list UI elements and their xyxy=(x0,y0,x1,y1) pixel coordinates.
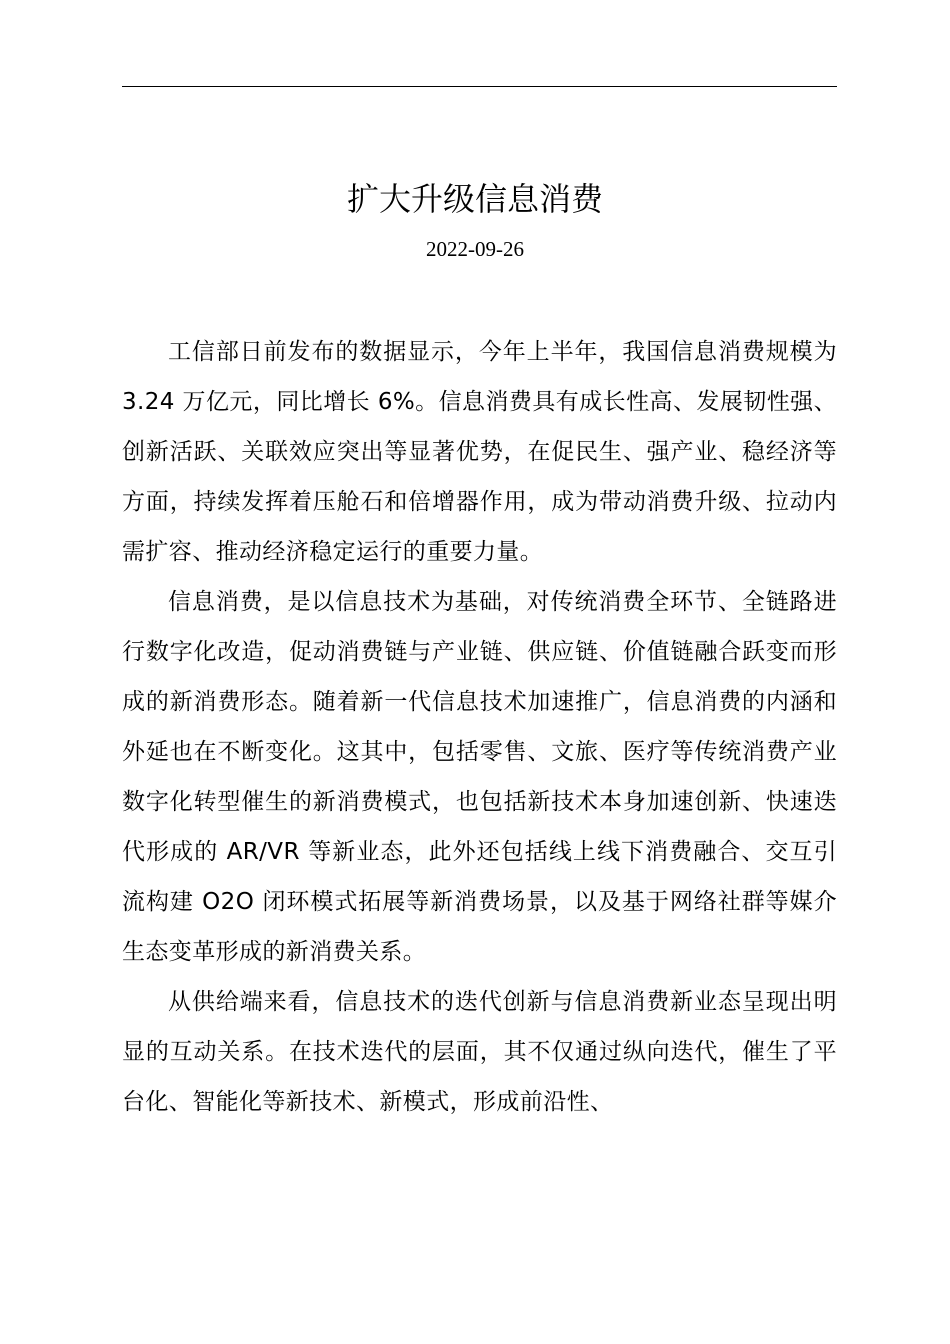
paragraph: 信息消费，是以信息技术为基础，对传统消费全环节、全链路进行数字化改造，促动消费链与产业链、供应链、价值链融合跃变而形成的新消费形态。随着新一代信息技术加速推广，信息消费的内涵和外延也在不断变化。这其中，包括零售、文旅、医疗等传统消费产业数字化转型催生的新消费模式，也包括新技术本身加速创新、快速迭代形成的 AR/VR 等新业态，此外还包括线上线下消费融合、交互引流构建 O2O 闭环模式拓展等新消费场景，以及基于网络社群等媒介生态变革形成的新消费关系。 xyxy=(122,589,837,965)
article-body xyxy=(122,327,837,1127)
article-title: 扩大升级信息消费 xyxy=(346,180,603,218)
paragraph: 从供给端来看，信息技术的迭代创新与信息消费新业态呈现出明显的互动关系。在技术迭代的层面，其不仅通过纵向迭代，催生了平台化、智能化等新技术、新模式，形成前沿性、 xyxy=(122,989,837,1115)
header-rule xyxy=(122,86,837,87)
article-date: 2022-09-26 xyxy=(426,237,524,261)
paragraph: 工信部日前发布的数据显示，今年上半年，我国信息消费规模为 3.24 万亿元，同比增长 6%。信息消费具有成长性高、发展韧性强、创新活跃、关联效应突出等显著优势，在促民生、强产业、稳经济等方面，持续发挥着压舱石和倍增器作用，成为带动消费升级、拉动内需扩容、推动经济稳定运行的重要力量。 xyxy=(122,339,837,565)
